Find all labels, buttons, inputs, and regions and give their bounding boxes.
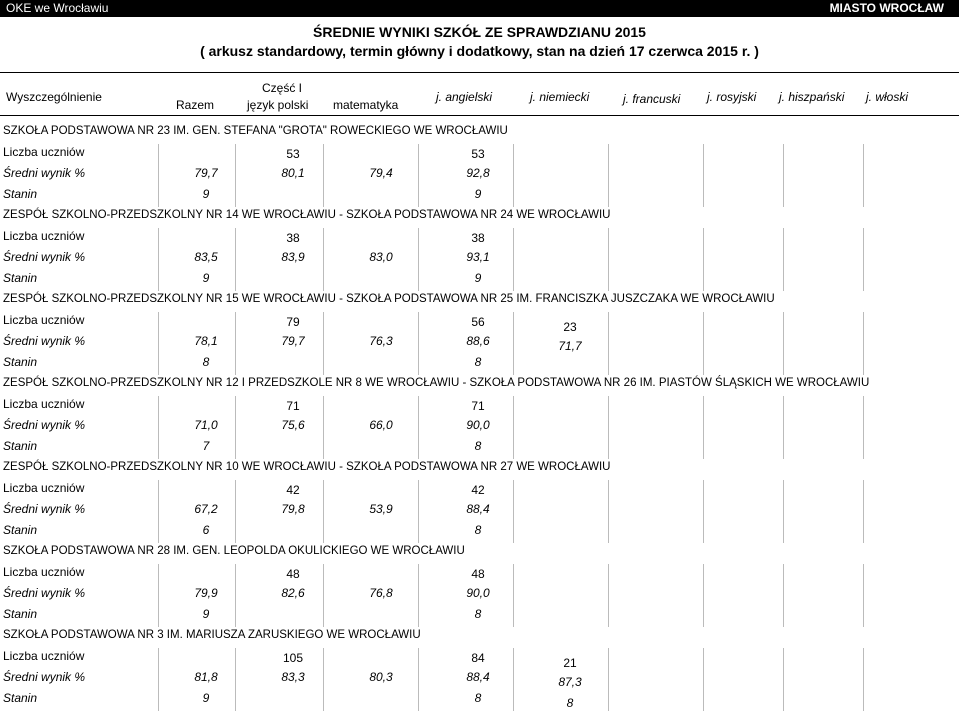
column-divider (703, 228, 704, 291)
cell-stanin-angielski: 8 (474, 691, 482, 705)
label-stanin: Stanin (3, 691, 38, 705)
cell-sredni-polski: 80,1 (281, 166, 305, 180)
cell-sredni-niemiecki: 87,3 (558, 675, 582, 689)
cell-sredni-razem: 79,9 (194, 586, 218, 600)
cell-liczba-angielski: 56 (471, 315, 485, 329)
column-divider (418, 312, 419, 375)
school-name: SZKOŁA PODSTAWOWA NR 3 IM. MARIUSZA ZARUSKIEGO WE WROCŁAWIU (3, 629, 421, 641)
column-divider (323, 564, 324, 627)
cell-stanin-razem: 6 (202, 523, 210, 537)
page-subtitle: ( arkusz standardowy, termin główny i dodatkowy, stan na dzień 17 czerwca 2015 r. ) (200, 43, 759, 59)
cell-sredni-polski: 79,8 (281, 502, 305, 516)
col-matematyka: matematyka (333, 98, 399, 112)
cell-liczba-niemiecki: 21 (563, 656, 577, 670)
school-name: ZESPÓŁ SZKOLNO-PRZEDSZKOLNY NR 14 WE WROCŁAWIU - SZKOŁA PODSTAWOWA NR 24 WE WROCŁAWIU (3, 209, 611, 221)
column-divider (783, 312, 784, 375)
cell-sredni-polski: 83,3 (281, 670, 305, 684)
column-divider (608, 480, 609, 543)
column-divider (513, 312, 514, 375)
column-divider (608, 144, 609, 207)
col-francuski: j. francuski (623, 92, 681, 106)
cell-liczba-czesc1: 53 (286, 147, 300, 161)
col-rosyjski: j. rosyjski (707, 90, 757, 104)
school-name: SZKOŁA PODSTAWOWA NR 28 IM. GEN. LEOPOLDA OKULICKIEGO WE WROCŁAWIU (3, 545, 465, 557)
column-divider (513, 564, 514, 627)
cell-sredni-razem: 83,5 (194, 250, 218, 264)
label-stanin: Stanin (3, 523, 38, 537)
cell-sredni-matematyka: 76,3 (369, 334, 393, 348)
cell-stanin-razem: 9 (202, 271, 210, 285)
cell-sredni-angielski: 90,0 (466, 586, 490, 600)
column-divider (418, 564, 419, 627)
col-jezyk-polski: język polski (247, 98, 309, 112)
school-name: SZKOŁA PODSTAWOWA NR 23 IM. GEN. STEFANA "GROTA" ROWECKIEGO WE WROCŁAWIU (3, 125, 508, 137)
col-hiszpanski: j. hiszpański (779, 90, 845, 104)
column-divider (158, 564, 159, 627)
column-divider (608, 228, 609, 291)
label-stanin: Stanin (3, 355, 38, 369)
column-divider (158, 396, 159, 459)
cell-stanin-razem: 9 (202, 607, 210, 621)
label-liczba-uczniow: Liczba uczniów (3, 565, 85, 579)
col-niemiecki: j. niemiecki (530, 90, 590, 104)
cell-sredni-matematyka: 79,4 (369, 166, 393, 180)
column-divider (158, 144, 159, 207)
column-divider (513, 396, 514, 459)
cell-stanin-razem: 9 (202, 691, 210, 705)
cell-liczba-niemiecki: 23 (563, 320, 577, 334)
cell-stanin-niemiecki: 8 (566, 696, 574, 710)
school-name: ZESPÓŁ SZKOLNO-PRZEDSZKOLNY NR 15 WE WROCŁAWIU - SZKOŁA PODSTAWOWA NR 25 IM. FRANCISZKA JUSZCZAKA WE WROCŁAWIU (3, 293, 775, 305)
label-sredni-wynik: Średni wynik % (3, 586, 86, 600)
column-divider (158, 312, 159, 375)
label-stanin: Stanin (3, 271, 38, 285)
cell-liczba-angielski: 53 (471, 147, 485, 161)
column-divider (513, 228, 514, 291)
label-sredni-wynik: Średni wynik % (3, 334, 86, 348)
col-angielski: j. angielski (436, 90, 493, 104)
label-sredni-wynik: Średni wynik % (3, 670, 86, 684)
cell-sredni-polski: 82,6 (281, 586, 305, 600)
label-liczba-uczniow: Liczba uczniów (3, 313, 85, 327)
cell-liczba-angielski: 42 (471, 483, 485, 497)
cell-sredni-matematyka: 80,3 (369, 670, 393, 684)
column-divider (323, 480, 324, 543)
column-divider (703, 480, 704, 543)
cell-liczba-czesc1: 38 (286, 231, 300, 245)
label-stanin: Stanin (3, 439, 38, 453)
column-divider (608, 312, 609, 375)
column-divider (418, 144, 419, 207)
column-divider (323, 312, 324, 375)
column-divider (418, 480, 419, 543)
cell-sredni-angielski: 88,4 (466, 670, 490, 684)
cell-stanin-angielski: 8 (474, 355, 482, 369)
cell-stanin-razem: 7 (202, 439, 210, 453)
cell-stanin-angielski: 8 (474, 607, 482, 621)
cell-liczba-angielski: 48 (471, 567, 485, 581)
page-title: ŚREDNIE WYNIKI SZKÓŁ ZE SPRAWDZIANU 2015 (313, 24, 646, 40)
city-name: MIASTO WROCŁAW (829, 1, 944, 15)
cell-sredni-angielski: 93,1 (466, 250, 490, 264)
label-liczba-uczniow: Liczba uczniów (3, 397, 85, 411)
label-liczba-uczniow: Liczba uczniów (3, 145, 85, 159)
cell-stanin-angielski: 9 (474, 187, 482, 201)
label-liczba-uczniow: Liczba uczniów (3, 649, 85, 663)
cell-sredni-angielski: 92,8 (466, 166, 490, 180)
cell-liczba-czesc1: 79 (286, 315, 300, 329)
school-name: ZESPÓŁ SZKOLNO-PRZEDSZKOLNY NR 12 I PRZEDSZKOLE NR 8 WE WROCŁAWIU - SZKOŁA PODSTAWOWA NR 26 IM. PIASTÓW ŚLĄSKICH WE WROCŁAWIU (3, 377, 870, 389)
cell-stanin-angielski: 9 (474, 271, 482, 285)
column-divider (783, 228, 784, 291)
cell-sredni-angielski: 90,0 (466, 418, 490, 432)
cell-liczba-czesc1: 71 (286, 399, 300, 413)
col-czesc1: Część I (262, 81, 303, 95)
cell-sredni-matematyka: 76,8 (369, 586, 393, 600)
cell-liczba-angielski: 38 (471, 231, 485, 245)
cell-stanin-razem: 8 (202, 355, 210, 369)
label-sredni-wynik: Średni wynik % (3, 418, 86, 432)
cell-sredni-angielski: 88,4 (466, 502, 490, 516)
column-divider (863, 480, 864, 543)
header-top-rule (0, 72, 959, 73)
column-divider (158, 480, 159, 543)
col-razem: Razem (176, 98, 215, 112)
column-divider (783, 396, 784, 459)
cell-sredni-angielski: 88,6 (466, 334, 490, 348)
column-divider (863, 312, 864, 375)
cell-sredni-razem: 81,8 (194, 670, 218, 684)
cell-liczba-czesc1: 42 (286, 483, 300, 497)
column-divider (418, 228, 419, 291)
cell-sredni-razem: 78,1 (194, 334, 218, 348)
column-divider (323, 228, 324, 291)
cell-sredni-polski: 79,7 (281, 334, 305, 348)
cell-sredni-niemiecki: 71,7 (558, 339, 582, 353)
label-stanin: Stanin (3, 187, 38, 201)
column-divider (863, 228, 864, 291)
top-bar (0, 0, 959, 17)
col-wyszczegolnienie: Wyszczególnienie (6, 90, 102, 104)
label-sredni-wynik: Średni wynik % (3, 502, 86, 516)
column-divider (418, 396, 419, 459)
cell-liczba-czesc1: 105 (282, 651, 304, 665)
cell-sredni-razem: 71,0 (194, 418, 218, 432)
cell-sredni-matematyka: 83,0 (369, 250, 393, 264)
cell-liczba-angielski: 71 (471, 399, 485, 413)
column-divider (783, 144, 784, 207)
cell-sredni-razem: 67,2 (194, 502, 218, 516)
cell-stanin-angielski: 8 (474, 439, 482, 453)
col-wloski: j. włoski (866, 90, 909, 104)
label-sredni-wynik: Średni wynik % (3, 250, 86, 264)
column-divider (608, 396, 609, 459)
column-divider (323, 396, 324, 459)
label-stanin: Stanin (3, 607, 38, 621)
column-divider (513, 144, 514, 207)
column-divider (783, 480, 784, 543)
school-name: ZESPÓŁ SZKOLNO-PRZEDSZKOLNY NR 10 WE WROCŁAWIU - SZKOŁA PODSTAWOWA NR 27 WE WROCŁAWIU (3, 461, 611, 473)
column-divider (608, 564, 609, 627)
cell-liczba-czesc1: 48 (286, 567, 300, 581)
column-divider (863, 564, 864, 627)
column-divider (703, 312, 704, 375)
column-divider (863, 144, 864, 207)
column-divider (703, 564, 704, 627)
column-divider (513, 480, 514, 543)
cell-liczba-angielski: 84 (471, 651, 485, 665)
label-liczba-uczniow: Liczba uczniów (3, 229, 85, 243)
cell-sredni-polski: 75,6 (281, 418, 305, 432)
header-bottom-rule (0, 115, 959, 116)
column-divider (863, 396, 864, 459)
column-divider (703, 144, 704, 207)
cell-stanin-angielski: 8 (474, 523, 482, 537)
column-divider (158, 228, 159, 291)
column-divider (703, 396, 704, 459)
cell-sredni-matematyka: 66,0 (369, 418, 393, 432)
cell-sredni-polski: 83,9 (281, 250, 305, 264)
label-sredni-wynik: Średni wynik % (3, 166, 86, 180)
cell-sredni-matematyka: 53,9 (369, 502, 393, 516)
label-liczba-uczniow: Liczba uczniów (3, 481, 85, 495)
cell-sredni-razem: 79,7 (194, 166, 218, 180)
cell-stanin-razem: 9 (202, 187, 210, 201)
column-divider (323, 144, 324, 207)
column-divider (783, 564, 784, 627)
org-name: OKE we Wrocławiu (6, 1, 109, 15)
